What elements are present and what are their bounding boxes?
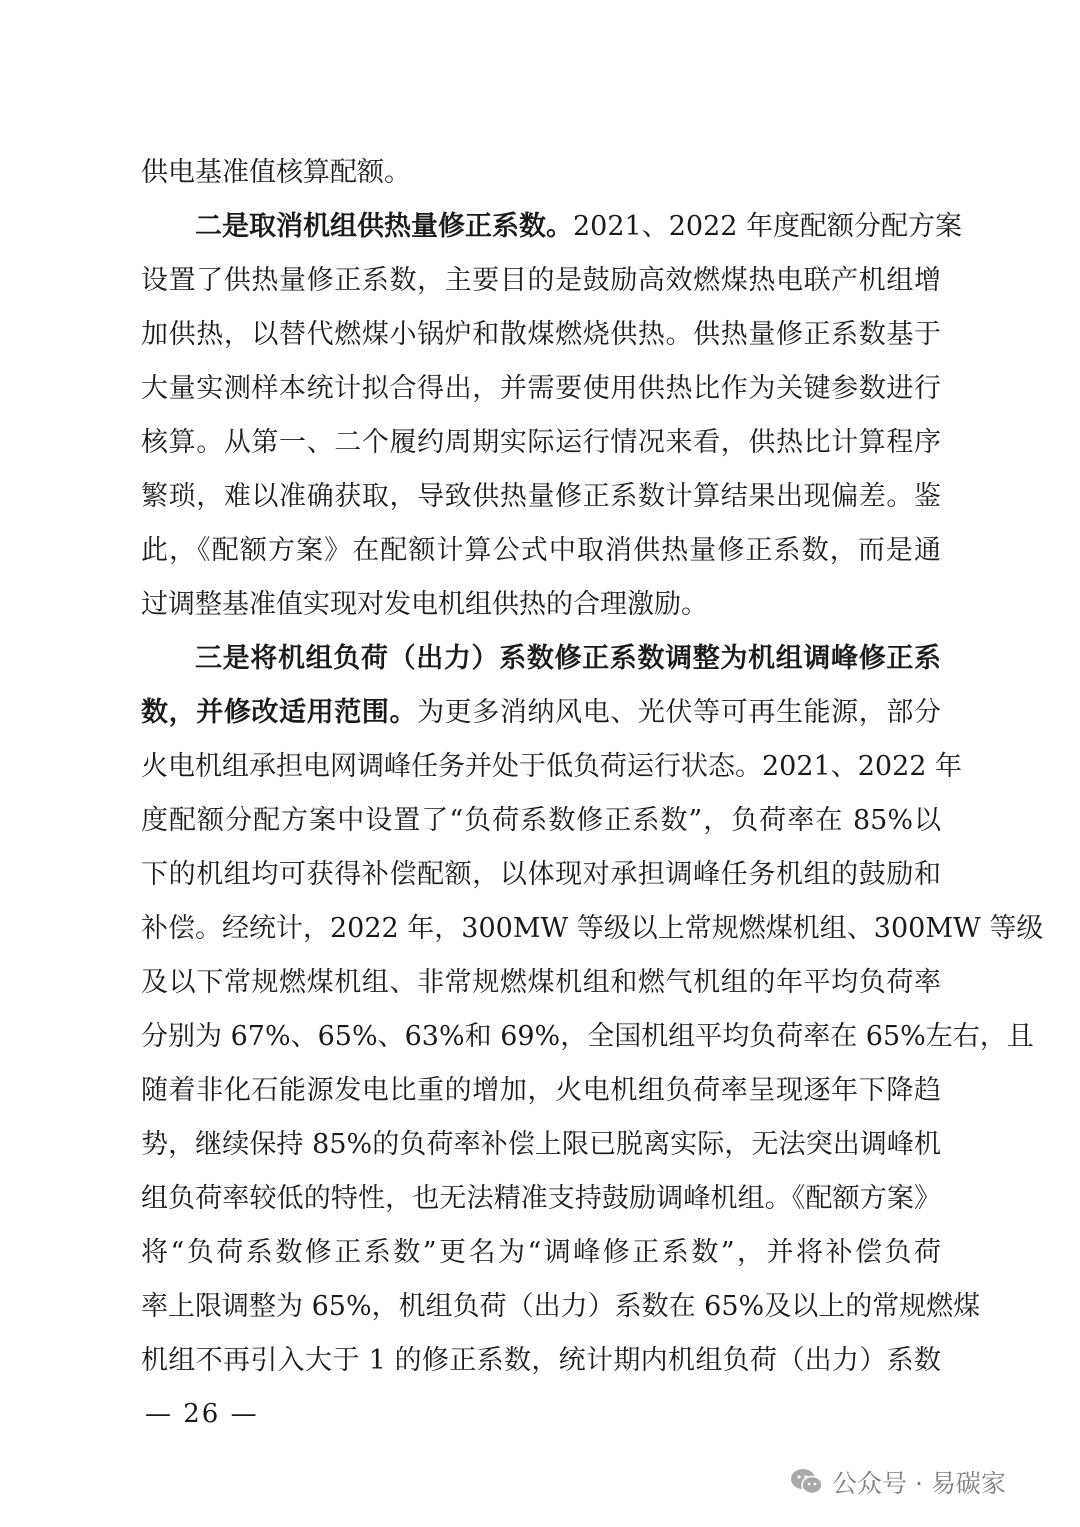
paragraph-line: 此，《配额方案》在配额计算公式中取消供热量修正系数，而是通 xyxy=(141,535,941,566)
paragraph-line: 补偿。经统计，2022 年，300MW 等级以上常规燃煤机组、300MW 等级 xyxy=(141,913,1044,944)
paragraph-line: 将“负荷系数修正系数”更名为“调峰修正系数”，并将补偿负荷 xyxy=(141,1237,941,1268)
paragraph-line: 数，并修改适用范围。为更多消纳风电、光伏等可再生能源，部分 xyxy=(141,697,942,728)
paragraph-line: 分别为 67%、65%、63%和 69%，全国机组平均负荷率在 65%左右，且 xyxy=(141,1021,1034,1052)
paragraph-line: 组负荷率较低的特性，也无法精准支持鼓励调峰机组。《配额方案》 xyxy=(141,1183,941,1214)
paragraph-line: 势，继续保持 85%的负荷率补偿上限已脱离实际，无法突出调峰机 xyxy=(141,1129,941,1160)
page-number: — 26 — xyxy=(145,1399,259,1429)
watermark-text: 公众号 · 易碳家 xyxy=(832,1469,1006,1498)
paragraph-line: 率上限调整为 65%，机组负荷（出力）系数在 65%及以上的常规燃煤 xyxy=(141,1291,981,1322)
paragraph-line: 随着非化石能源发电比重的增加，火电机组负荷率呈现逐年下降趋 xyxy=(141,1075,941,1106)
paragraph-line: 供电基准值核算配额。 xyxy=(141,157,411,188)
paragraph-line: 加供热，以替代燃煤小锅炉和散煤燃烧供热。供热量修正系数基于 xyxy=(141,319,941,350)
paragraph-line: 过调整基准值实现对发电机组供热的合理激励。 xyxy=(141,589,708,620)
paragraph-line: 繁琐，难以准确获取，导致供热量修正系数计算结果出现偏差。鉴 xyxy=(141,481,941,512)
paragraph-heading: 三是将机组负荷（出力）系数修正系数调整为机组调峰修正系 xyxy=(195,643,941,674)
paragraph-line: 核算。从第一、二个履约周期实际运行情况来看，供热比计算程序 xyxy=(141,427,941,458)
paragraph-line: 二是取消机组供热量修正系数。2021、2022 年度配额分配方案 xyxy=(195,211,963,242)
paragraph-line: 大量实测样本统计拟合得出，并需要使用供热比作为关键参数进行 xyxy=(141,373,941,404)
paragraph-heading: 数，并修改适用范围。 xyxy=(141,697,418,728)
paragraph-line: 及以下常规燃煤机组、非常规燃煤机组和燃气机组的年平均负荷率 xyxy=(141,967,941,998)
paragraph-heading: 二是取消机组供热量修正系数。 xyxy=(195,211,573,242)
paragraph-line: 下的机组均可获得补偿配额，以体现对承担调峰任务机组的鼓励和 xyxy=(141,859,941,890)
account-watermark xyxy=(790,1462,1006,1502)
paragraph-line: 机组不再引入大于 1 的修正系数，统计期内机组负荷（出力）系数 xyxy=(141,1345,941,1376)
paragraph-line: 设置了供热量修正系数，主要目的是鼓励高效燃煤热电联产机组增 xyxy=(141,265,941,296)
wechat-icon xyxy=(790,1467,824,1497)
paragraph-line: 度配额分配方案中设置了“负荷系数修正系数”，负荷率在 85%以 xyxy=(141,805,941,836)
paragraph-line: 火电机组承担电网调峰任务并处于低负荷运行状态。2021、2022 年 xyxy=(141,751,963,782)
